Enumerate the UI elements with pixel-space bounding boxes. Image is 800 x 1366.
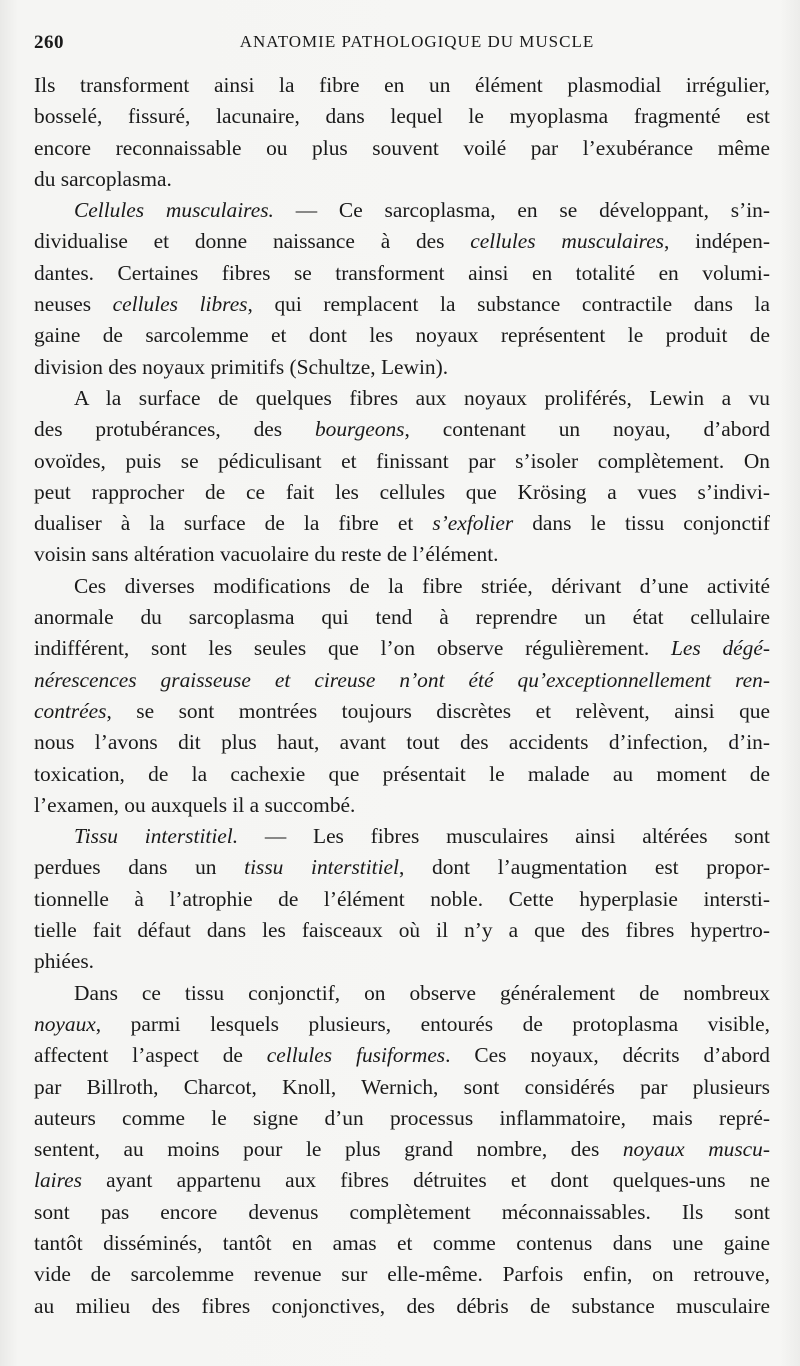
text-line	[34, 759, 770, 790]
text-segment: sont pas encore devenus complètement méconnaissables. Ils sont	[34, 1199, 770, 1224]
text-line	[34, 226, 770, 257]
text-segment: au milieu des fibres conjonctives, des débris de substance musculaire	[34, 1293, 770, 1318]
text-line	[34, 1291, 770, 1322]
text-line	[34, 383, 770, 414]
text-segment: peut rapprocher de ce fait les cellules que Krösing a vues s’indivi-	[34, 479, 770, 504]
italic-text: Tissu interstitiel.	[74, 824, 239, 849]
text-line	[34, 821, 770, 852]
text-segment: ayant appartenu aux fibres détruites et dont quelques-uns ne	[81, 1168, 770, 1193]
text-segment: indifférent, sont les seules que l’on observe régulièrement.	[34, 636, 672, 661]
text-line	[34, 1228, 770, 1259]
text-segment: tionnelle à l’atrophie de l’élément noble. Cette hyperplasie intersti-	[34, 886, 770, 911]
text-line	[34, 1072, 770, 1103]
text-line	[34, 477, 770, 508]
text-line	[34, 665, 770, 696]
body-text	[34, 70, 770, 1322]
text-line	[34, 633, 770, 664]
italic-text: contrées	[34, 698, 107, 723]
text-segment: , qui remplacent la substance contractile dans la	[247, 292, 770, 317]
text-segment: Dans ce tissu conjonctif, on observe généralement de nombreux	[74, 980, 770, 1005]
text-line	[34, 320, 770, 351]
text-line	[34, 1197, 770, 1228]
text-segment: par Billroth, Charcot, Knoll, Wernich, sont considérés par plusieurs	[34, 1074, 770, 1099]
text-segment: , se sont montrées toujours discrètes et relèvent, ainsi que	[106, 698, 770, 723]
text-line	[34, 696, 770, 727]
text-line	[34, 195, 770, 226]
text-line	[34, 1165, 770, 1196]
text-segment: phiées.	[34, 949, 94, 974]
text-line	[34, 414, 770, 445]
text-line	[34, 446, 770, 477]
text-line	[34, 790, 770, 821]
text-segment: . Ces noyaux, décrits d’abord	[445, 1043, 770, 1068]
text-segment: Ils transforment ainsi la fibre en un élément plasmodial irrégulier,	[34, 73, 770, 97]
text-segment: gaine de sarcolemme et dont les noyaux représentent le produit de	[34, 323, 770, 348]
text-line	[34, 508, 770, 539]
italic-text: bourgeons	[314, 417, 405, 442]
italic-text: Les dégé-	[671, 636, 770, 661]
text-segment: du sarcoplasma.	[34, 166, 172, 191]
text-segment: dans le tissu conjonctif	[513, 511, 770, 536]
text-line	[34, 727, 770, 758]
text-segment: sentent, au moins pour le plus grand nombre, des	[34, 1137, 623, 1162]
running-title: ANATOMIE PATHOLOGIQUE DU MUSCLE	[239, 32, 595, 51]
text-segment: toxication, de la cachexie que présentait le malade au moment de	[34, 761, 770, 786]
text-line	[34, 978, 770, 1009]
text-line	[34, 133, 770, 164]
italic-text: noyaux	[34, 1011, 96, 1036]
text-line	[34, 289, 770, 320]
italic-text: cellules libres	[112, 292, 248, 317]
text-line	[34, 915, 770, 946]
text-line	[34, 852, 770, 883]
text-segment: nous l’avons dit plus haut, avant tout des accidents d’infection, d’in-	[34, 730, 770, 755]
text-line	[34, 539, 770, 570]
text-line	[34, 352, 770, 383]
text-segment: l’examen, ou auxquels il a succombé.	[34, 792, 356, 817]
italic-text: laires	[34, 1168, 82, 1193]
text-segment: Ces diverses modifications de la fibre striée, dérivant d’une activité	[74, 573, 770, 598]
text-line	[34, 946, 770, 977]
italic-text: noyaux muscu-	[622, 1137, 770, 1162]
text-line	[34, 258, 770, 289]
text-line	[34, 1040, 770, 1071]
text-line	[34, 602, 770, 633]
text-segment: dualiser à la surface de la fibre et	[34, 511, 433, 536]
text-line	[34, 101, 770, 132]
text-segment: auteurs comme le signe d’un processus inflammatoire, mais repré-	[34, 1105, 770, 1130]
page-header	[34, 32, 770, 62]
text-segment: vide de sarcolemme revenue sur elle-même. Parfois enfin, on retrouve,	[34, 1262, 770, 1287]
text-line	[34, 1259, 770, 1290]
text-segment: encore reconnaissable ou plus souvent voilé par l’exubérance même	[34, 135, 770, 160]
text-segment: , parmi lesquels plusieurs, entourés de protoplasma visible,	[95, 1011, 770, 1036]
text-segment: bosselé, fissuré, lacunaire, dans lequel le myoplasma fragmenté est	[34, 104, 770, 129]
text-segment: anormale du sarcoplasma qui tend à reprendre un état cellulaire	[34, 605, 770, 630]
page-number: 260	[34, 32, 64, 53]
italic-text: s’exfolier	[432, 511, 514, 536]
text-segment: dividualise et donne naissance à des	[34, 229, 471, 254]
text-line	[34, 1009, 770, 1040]
italic-text: nérescences graisseuse et cireuse n’ont été qu’exceptionnellement ren-	[34, 667, 770, 692]
text-segment: dantes. Certaines fibres se transforment ainsi en totalité en volumi-	[34, 260, 770, 285]
text-line	[34, 884, 770, 915]
italic-text: cellules fusiformes	[266, 1043, 446, 1068]
text-segment: des protubérances, des	[34, 417, 315, 442]
text-line	[34, 164, 770, 195]
text-segment: perdues dans un	[34, 855, 245, 880]
text-segment: , contenant un noyau, d’abord	[404, 417, 770, 442]
text-segment: neuses	[34, 292, 113, 317]
text-segment: affectent l’aspect de	[34, 1043, 267, 1068]
text-segment: A la surface de quelques fibres aux noyaux proliférés, Lewin a vu	[74, 385, 770, 410]
text-segment: voisin sans altération vacuolaire du reste de l’élément.	[34, 542, 499, 567]
text-line	[34, 1134, 770, 1165]
text-segment: — Ce sarcoplasma, en se développant, s’in-	[273, 198, 770, 223]
text-segment: tantôt disséminés, tantôt en amas et comme contenus dans une gaine	[34, 1230, 770, 1255]
text-line	[34, 70, 770, 101]
italic-text: tissu interstitiel	[244, 855, 399, 880]
italic-text: cellules musculaires	[470, 229, 665, 254]
text-segment: division des noyaux primitifs (Schultze, Lewin).	[34, 354, 449, 379]
text-segment: — Les fibres musculaires ainsi altérées sont	[238, 824, 770, 849]
text-line	[34, 571, 770, 602]
text-segment: ovoïdes, puis se pédiculisant et finissant par s’isoler complètement. On	[34, 448, 770, 473]
text-line	[34, 1103, 770, 1134]
text-segment: tielle fait défaut dans les faisceaux où il n’y a que des fibres hypertro-	[34, 918, 770, 943]
text-segment: , indépen-	[664, 229, 770, 254]
italic-text: Cellules musculaires.	[74, 198, 274, 223]
text-segment: , dont l’augmentation est propor-	[398, 855, 770, 880]
